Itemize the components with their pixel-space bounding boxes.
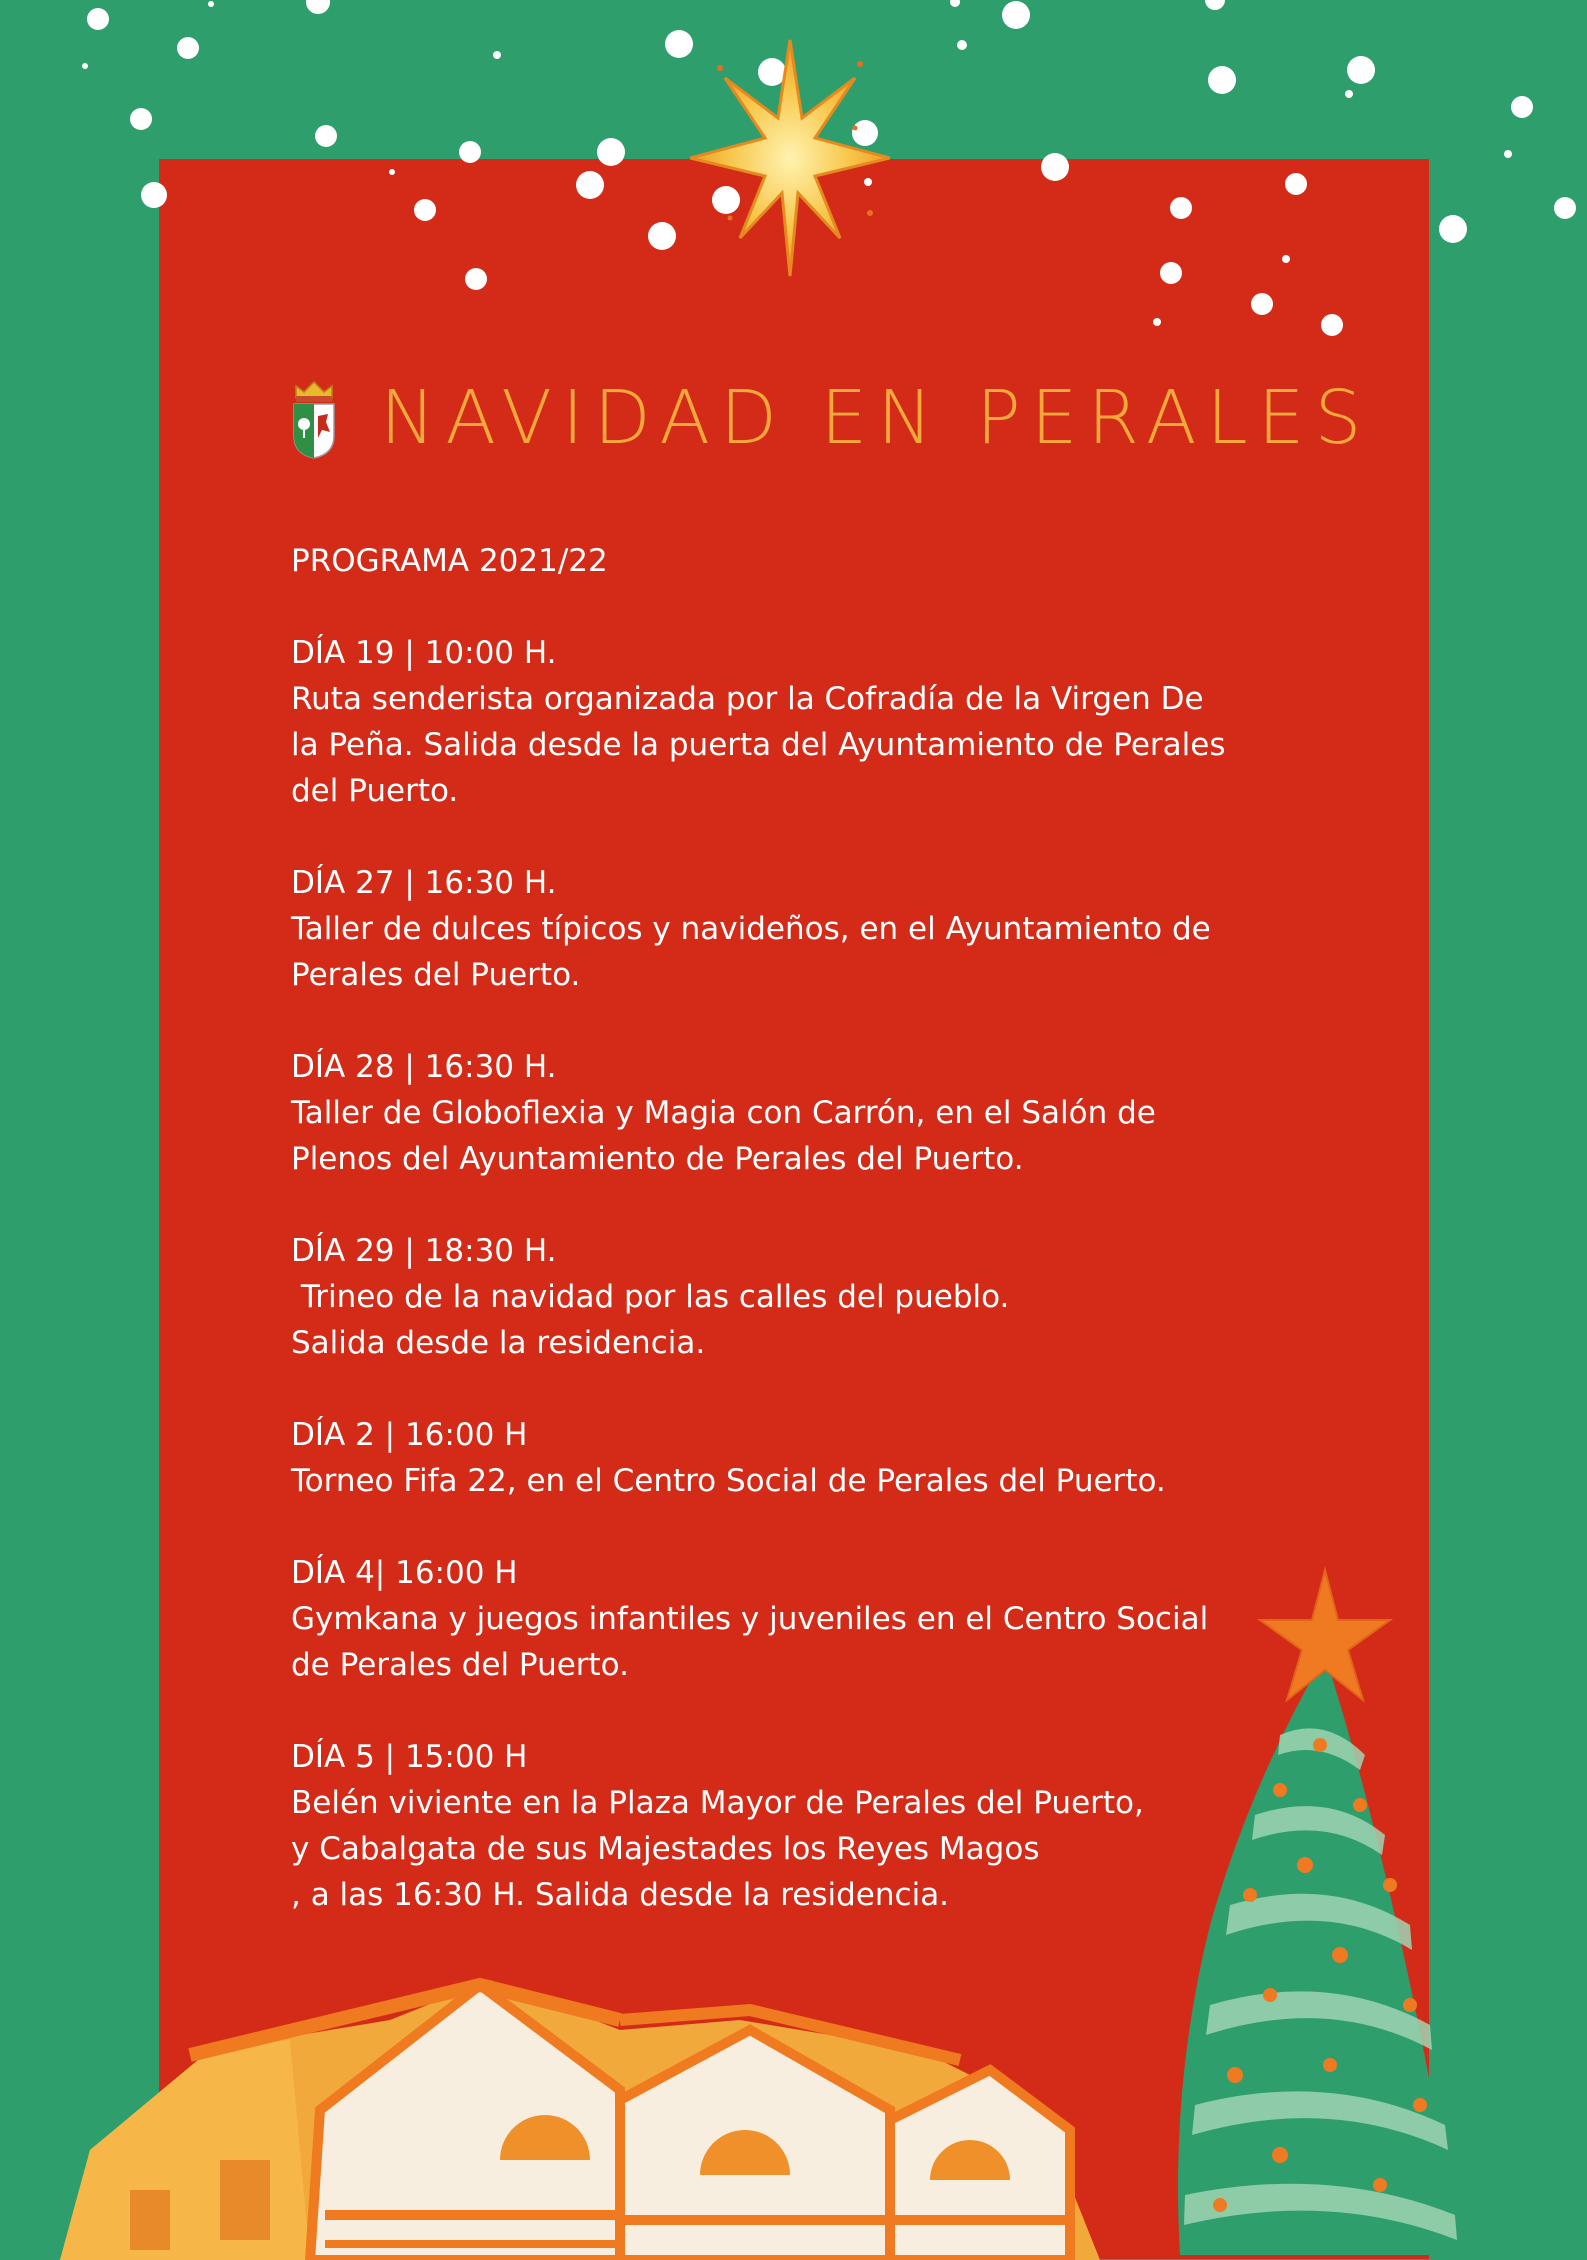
event-line: , a las 16:30 H. Salida desde la residencia. (291, 1877, 950, 1913)
house-illustration (60, 1960, 1320, 2260)
event-line: Torneo Fifa 22, en el Centro Social de Perales del Puerto. (291, 1463, 1166, 1499)
coat-of-arms-icon (290, 376, 338, 460)
program-heading: PROGRAMA 2021/22 (291, 543, 608, 579)
christmas-star-icon (690, 38, 890, 278)
event-line: Belén viviente en la Plaza Mayor de Perales del Puerto, (291, 1785, 1144, 1821)
event-line: de Perales del Puerto. (291, 1647, 629, 1683)
event-time: DÍA 5 | 15:00 H (291, 1739, 528, 1775)
event-line: y Cabalgata de sus Majestades los Reyes Magos (291, 1831, 1040, 1867)
event-time: DÍA 4| 16:00 H (291, 1555, 518, 1591)
title-row (290, 372, 1372, 464)
event-line: Taller de Globoflexia y Magia con Carrón, en el Salón de (291, 1095, 1156, 1131)
event-item (291, 1044, 1331, 1182)
christmas-tree-illustration (1160, 1565, 1490, 2255)
event-time: DÍA 28 | 16:30 H. (291, 1049, 557, 1085)
event-item (291, 860, 1331, 998)
event-item (291, 630, 1331, 814)
event-item (291, 1228, 1331, 1366)
event-line: Plenos del Ayuntamiento de Perales del Puerto. (291, 1141, 1024, 1177)
event-time: DÍA 2 | 16:00 H (291, 1417, 528, 1453)
event-line: Perales del Puerto. (291, 957, 581, 993)
event-line: Salida desde la residencia. (291, 1325, 706, 1361)
event-line: Gymkana y juegos infantiles y juveniles en el Centro Social (291, 1601, 1209, 1637)
event-time: DÍA 29 | 18:30 H. (291, 1233, 557, 1269)
event-line: del Puerto. (291, 773, 459, 809)
event-line: Taller de dulces típicos y navideños, en el Ayuntamiento de (291, 911, 1211, 947)
event-line: Trineo de la navidad por las calles del pueblo. (291, 1279, 1010, 1315)
event-line: la Peña. Salida desde la puerta del Ayuntamiento de Perales (291, 727, 1226, 763)
event-line: Ruta senderista organizada por la Cofradía de la Virgen De (291, 681, 1204, 717)
event-item (291, 1412, 1331, 1504)
page-title: NAVIDAD EN PERALES (380, 375, 1372, 461)
event-time: DÍA 27 | 16:30 H. (291, 865, 557, 901)
event-time: DÍA 19 | 10:00 H. (291, 635, 557, 671)
